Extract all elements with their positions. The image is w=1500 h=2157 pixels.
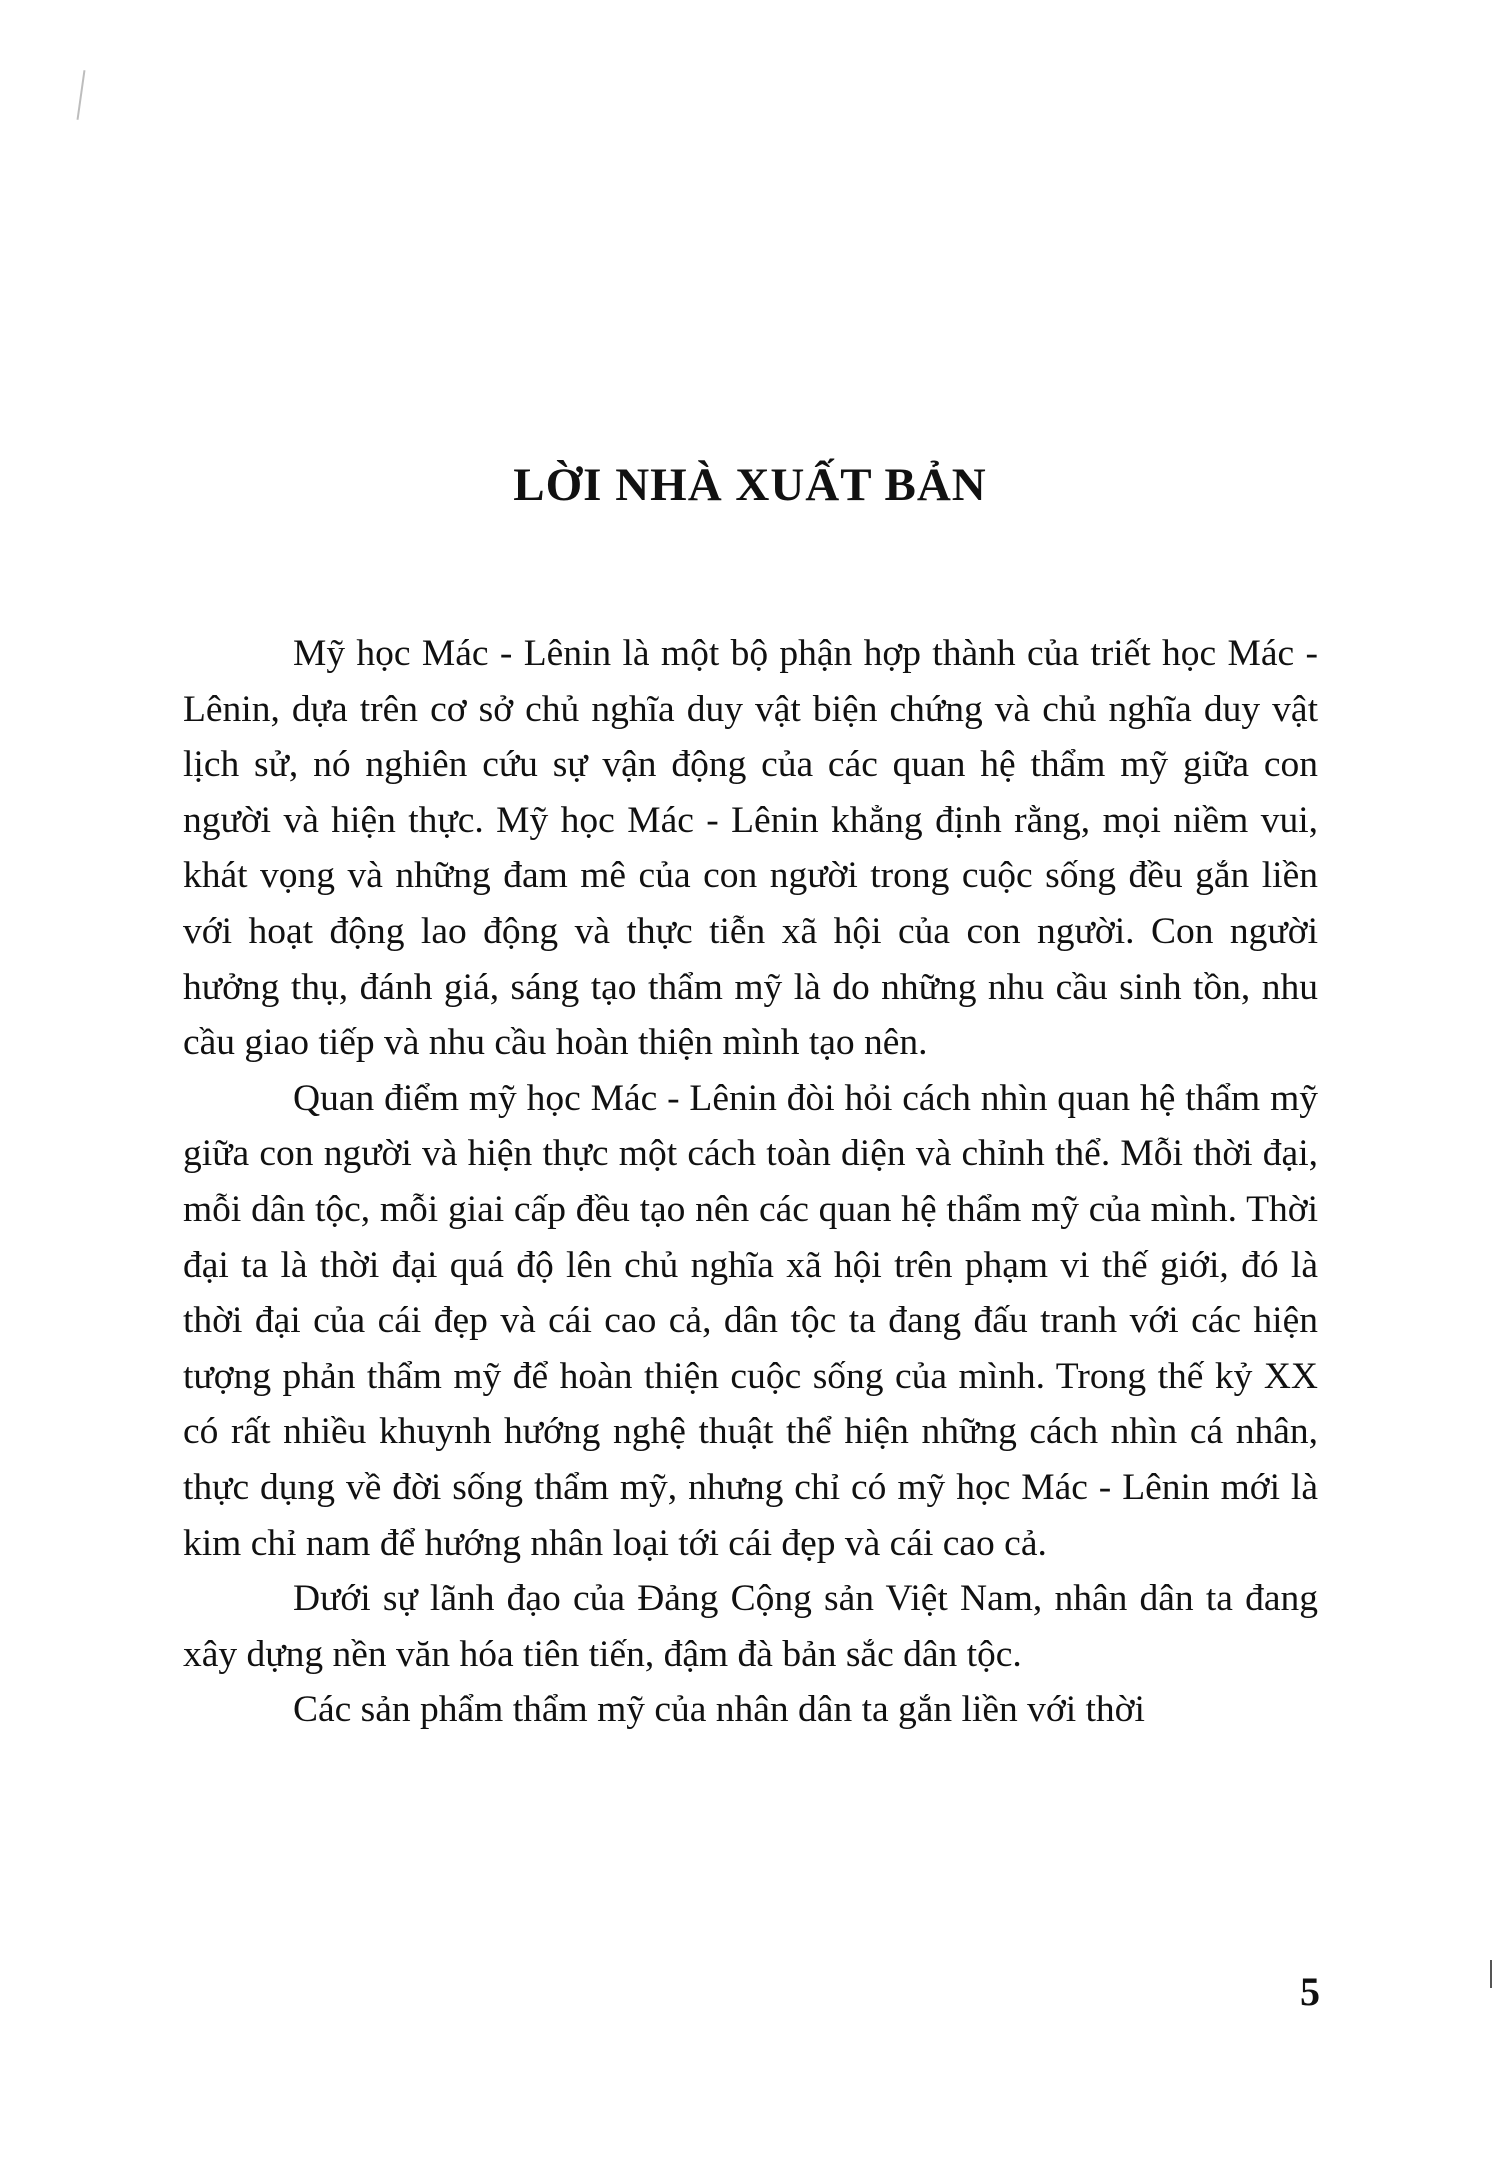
paragraph: Các sản phẩm thẩm mỹ của nhân dân ta gắn liền với thời <box>293 1689 1145 1731</box>
paragraph: Quan điểm mỹ học Mác - Lênin đòi hỏi cách nhìn quan hệ thẩm mỹ giữa con người và hiện thực một cách toàn diện và chỉnh thể. Mỗi thời đại, mỗi dân tộc, mỗi giai cấp đều tạo nên các quan hệ thẩm mỹ của mình. Thời đại ta là thời đại quá độ lên chủ nghĩa xã hội trên phạm vi thế giới, đó là thời đại của cái đẹp và cái cao cả, dân tộc ta đang đấu tranh với các hiện tượng phản thẩm mỹ để hoàn thiện cuộc sống của mình. Trong thế kỷ XX có rất nhiều khuynh hướng nghệ thuật thể hiện những cách nhìn cá nhân, thực dụng về đời sống thẩm mỹ, nhưng chỉ có mỹ học Mác - Lênin mới là kim chỉ nam để hướng nhân loại tới cái đẹp và cái cao cả. <box>183 1077 1318 1564</box>
body-text <box>183 626 1318 1738</box>
paragraph: Dưới sự lãnh đạo của Đảng Cộng sản Việt Nam, nhân dân ta đang xây dựng nền văn hóa tiên tiến, đậm đà bản sắc dân tộc. <box>183 1578 1318 1675</box>
paragraph: Mỹ học Mác - Lênin là một bộ phận hợp thành của triết học Mác - Lênin, dựa trên cơ sở chủ nghĩa duy vật biện chứng và chủ nghĩa duy vật lịch sử, nó nghiên cứu sự vận động của các quan hệ thẩm mỹ giữa con người và hiện thực. Mỹ học Mác - Lênin khẳng định rằng, mọi niềm vui, khát vọng và những đam mê của con người trong cuộc sống đều gắn liền với hoạt động lao động và thực tiễn xã hội của con người. Con người hưởng thụ, đánh giá, sáng tạo thẩm mỹ là do những nhu cầu sinh tồn, nhu cầu giao tiếp và nhu cầu hoàn thiện mình tạo nên. <box>183 633 1318 1064</box>
scan-artifact-mark <box>1490 1960 1492 1988</box>
page-number: 5 <box>1300 1969 1320 2014</box>
scan-artifact-mark <box>77 70 86 120</box>
page-title: LỜI NHÀ XUẤT BẢN <box>513 459 987 511</box>
